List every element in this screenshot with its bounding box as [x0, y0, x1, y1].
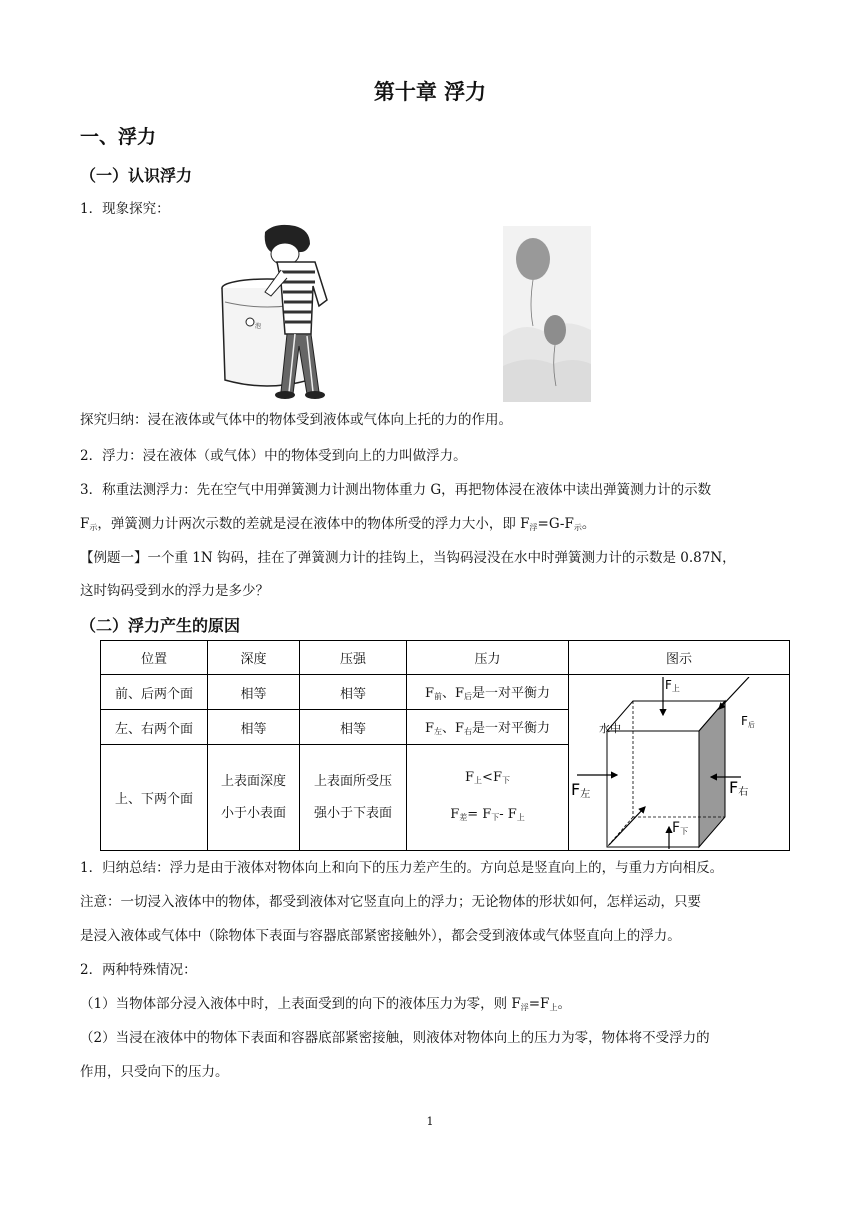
item-3-line2: $F_示$，弹簧测力计两次示数的差就是浸在液体中的物体所受的浮力大小，即 $F_浮=G-F_示$。: [80, 516, 596, 532]
example-line2: 这时钩码受到水的浮力是多少？: [80, 583, 269, 599]
table-row: 上、下两个面 上表面深度 小于小表面 上表面所受压 强小于下表面 $F_上<F_下$ $F_差= F_下-$ $F_上$: [101, 745, 790, 851]
special-cases-heading: 2．两种特殊情况：: [80, 962, 197, 978]
note-line2: 是浸入液体或气体中（除物体下表面与容器底部紧密接触外），都会受到液体或气体竖直向上的浮力。: [80, 928, 681, 944]
balloons-illustration: [503, 226, 591, 402]
table-header: 深度: [208, 641, 300, 675]
case-1: （1）当物体部分浸入液体中时，上表面受到的向下的液体压力为零，则 $F_浮=F_上$。: [80, 996, 571, 1012]
example-line1: 【例题一】一个重 1N 钩码，挂在了弹簧测力计的挂钩上，当钩码浸没在水中时弹簧测力计的示数是 0.87N，: [80, 550, 736, 566]
svg-text:F右: F右: [729, 777, 749, 798]
table-header: 图示: [569, 641, 790, 675]
case-2-line1: （2）当浸在液体中的物体下表面和容器底部紧密接触，则液体对物体向上的压力为零，物体将不受浮力的: [80, 1030, 710, 1046]
conclusion-1: 1．归纳总结：浮力是由于液体对物体向上和向下的压力差产生的。方向总是竖直向上的，与重力方向相反。: [80, 860, 724, 876]
svg-text:F后: F后: [741, 713, 755, 729]
table-header: 位置: [101, 641, 208, 675]
svg-text:F上: F上: [665, 677, 680, 693]
case-2-line2: 作用，只受向下的压力。: [80, 1064, 229, 1080]
chapter-title: 第十章 浮力: [373, 80, 487, 104]
table-row: 左、右两个面 相等 相等 $F_左$、$F_右$是一对平衡力: [101, 710, 790, 745]
item-1: 1．现象探究：: [80, 201, 170, 217]
page-number: 1: [426, 1115, 434, 1128]
table-header-row: [101, 641, 790, 675]
svg-text:F左: F左: [571, 779, 591, 800]
table-row: 前、后两个面 相等 相等 $F_前$、$F_后$是一对平衡力 水中 F上 F后 F左 F右: [101, 675, 790, 710]
table-header: 压强: [300, 641, 407, 675]
beaker-label: 泡: [255, 323, 262, 330]
subsection-heading-1: （一）认识浮力: [80, 166, 193, 185]
boy-beaker-illustration: [215, 222, 350, 400]
summary-text: 探究归纳：浸在液体或气体中的物体受到液体或气体向上托的力的作用。: [80, 412, 512, 428]
diagram-bottom-label: $F_下$: [672, 820, 689, 836]
water-label: 水中: [599, 721, 621, 735]
section-heading: 一、浮力: [80, 126, 157, 148]
subsection-heading-2: （二）浮力产生的原因: [80, 616, 241, 635]
item-2: 2．浮力：浸在液体（或气体）中的物体受到向上的力叫做浮力。: [80, 448, 467, 464]
table-header: 压力: [407, 641, 569, 675]
note-line1: 注意：一切浸入液体中的物体，都受到液体对它竖直向上的浮力；无论物体的形状如何，怎样运动，只要: [80, 894, 701, 910]
item-3-line1: 3．称重法测浮力：先在空气中用弹簧测力计测出物体重力 G，再把物体浸在液体中读出弹簧测力计的示数: [80, 482, 712, 498]
